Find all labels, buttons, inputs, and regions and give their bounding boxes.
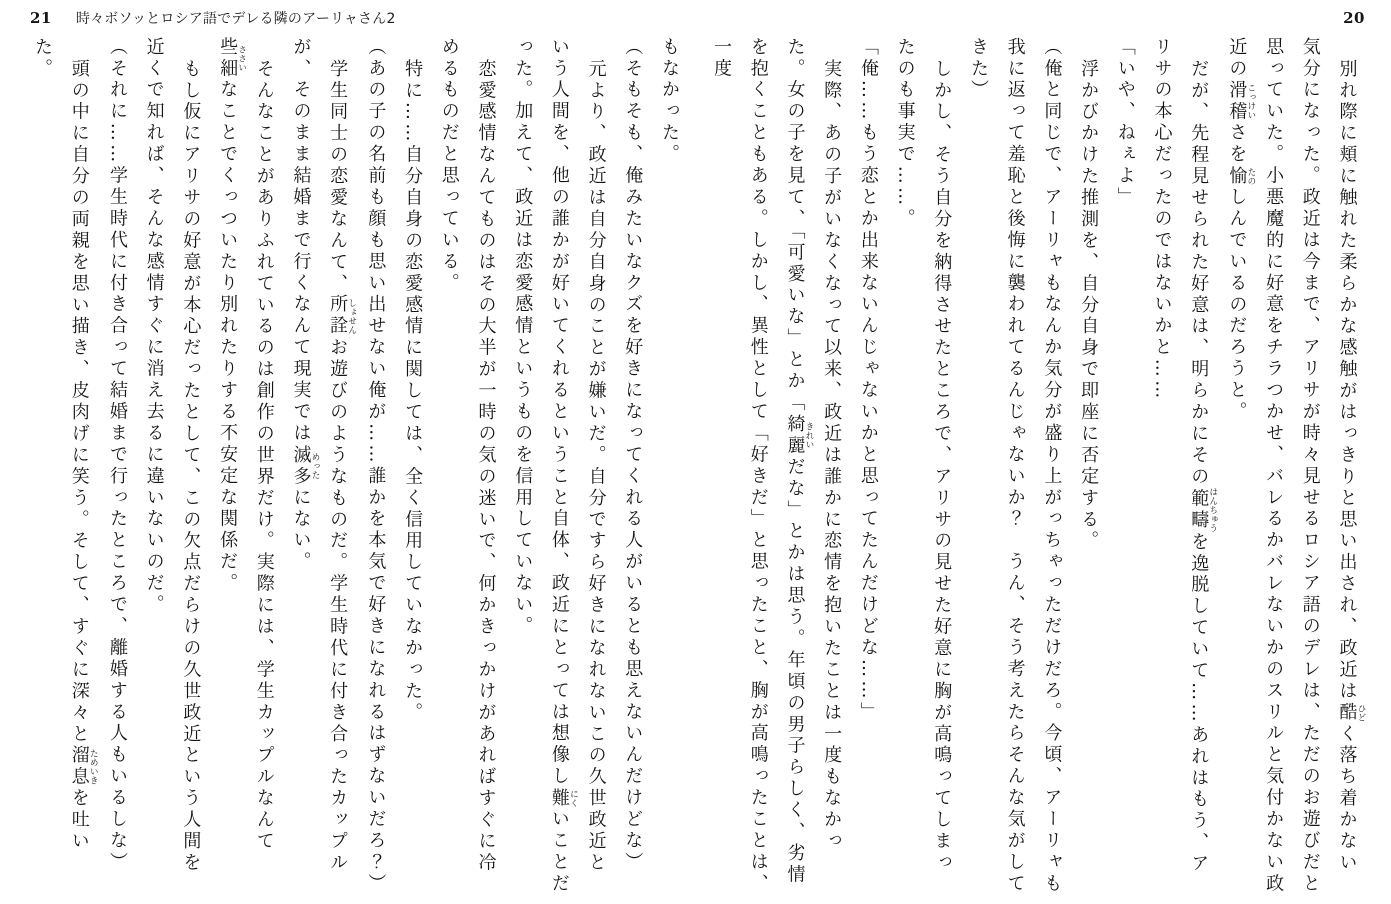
page-body-right: [711, 37, 1366, 895]
paragraph: もし仮にアリサの好意が本心だったとして、この欠点だらけの久世政近という人間を近くで知れば、そんな感情すぐに消え去るに違いないのだ。: [143, 37, 202, 874]
page-body-left: [32, 37, 687, 896]
paragraph: 頭の中に自分の両親を思い描き、皮肉げに笑う。そして、すぐに深々と溜息ためいきを吐いた。: [32, 37, 99, 853]
paragraph: 恋愛感情なんてものはその大半が一時の気の迷いで、何かきっかけがあればすぐに冷めるものだと思っている。: [438, 37, 497, 874]
paragraph: （それに……学生時代に付き合って結婚まで行ったところで、離婚する人もいるしな）: [106, 37, 128, 874]
page-number-right: 20: [1343, 9, 1365, 27]
paragraph: 特に……自分自身の恋愛感情に関しては、全く信用していなかった。: [402, 58, 424, 724]
running-header-right: [1343, 8, 1365, 27]
paragraph: 浮かびかけた推測を、自分自身で即座に否定する。: [1078, 58, 1100, 552]
running-header-left: [30, 8, 396, 28]
paragraph: そんなことがありふれているのは創作の世界だけ。実際には、学生カップルなんて些細ささいなことでくっついたり別れたりする不安定な関係だ。: [217, 37, 275, 853]
paragraph: 「俺……もう恋とか出来ないんじゃないかと思ってたんだけどな……」: [857, 37, 879, 724]
paragraph: 「いや、ねぇよ」: [1114, 37, 1136, 209]
paragraph: （俺と同じで、アーリャもなんか気分が盛り上がっちゃっただけだろ。今頃、アーリャも我に返って羞恥と後悔に襲われてるんじゃないか？ うん、そう考えたらそんな気がしてきた）: [967, 37, 1063, 895]
paragraph: 学生同士の恋愛なんて、所詮しょせんお遊びのようなものだ。学生時代に付き合ったカップルが、そのまま結婚まで行くなんて現実では滅多めったにない。: [290, 37, 357, 874]
paragraph: だが、先程見せられた好意は、明らかにその範疇はんちゅうを逸脱していて……あれはもう、アリサの本心だったのではないかと……: [1151, 37, 1218, 875]
paragraph: もなかった。: [659, 37, 680, 166]
paragraph: 別れ際に頬に触れた柔らかな感触がはっきりと思い出され、政近は酷ひどく落ち着かない気分になった。政近は今まで、アリサが時々見せるロシア語のデレは、ただのお遊びだと思っていた。小悪魔的に好意をチラつかせ、バレるかバレないかのスリルと気付かない政近の滑稽こっけいさを愉たのしんでいるのだろうと。: [1226, 37, 1366, 895]
paragraph: （そもそも、俺みたいなクズを好きになってくれる人がいるとも思えないんだけどな）: [622, 37, 644, 874]
paragraph: 実際、あの子がいなくなって以来、政近は誰かに恋情を抱いたことは一度もなかった。女の子を見て、「可愛いな」とか「綺麗きれいだな」とかは思う。年頃の男子らしく、劣情を抱くこともある。しかし、異性として「好きだ」と思ったこと、胸が高鳴ったことは、一度: [711, 37, 843, 895]
paragraph: しかし、そう自分を納得させたところで、アリサの見せた好意に胸が高鳴ってしまったのも事実で……。: [894, 37, 953, 874]
paragraph: 元より、政近は自分自身のことが嫌いだ。自分ですら好きになれないこの久世政近という人間を、他の誰かが好いてくれるということ自体、政近にとっては想像し難にくいことだった。加えて、政近は恋愛感情というものを信用していない。: [512, 37, 607, 896]
page-number-left: 21: [30, 9, 52, 27]
running-title: 時々ボソッとロシア語でデレる隣のアーリャさん2: [75, 11, 396, 27]
paragraph: （あの子の名前も顔も思い出せない俺が……誰かを本気で好きになれるはずないだろ？）: [365, 37, 387, 895]
